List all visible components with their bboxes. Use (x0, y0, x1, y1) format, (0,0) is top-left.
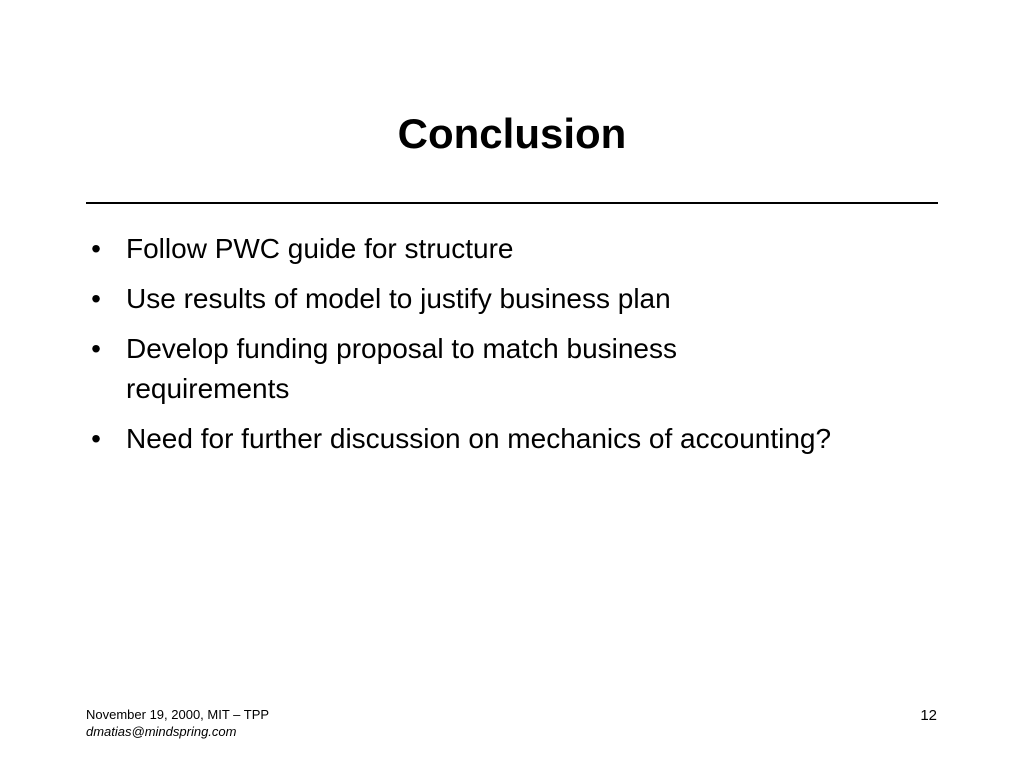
bullet-item (86, 229, 846, 269)
bullet-item (86, 329, 846, 409)
bullet-marker: • (91, 423, 101, 454)
page-number: 12 (920, 707, 937, 724)
bullet-marker: • (91, 283, 101, 314)
footer-email: dmatias@mindspring.com (86, 724, 237, 739)
bullet-marker: • (91, 333, 101, 364)
footer-date-line: November 19, 2000, MIT – TPP (86, 707, 270, 722)
bullet-marker: • (91, 233, 101, 264)
footer (86, 706, 269, 740)
bullet-item (86, 279, 846, 319)
bullet-text: Use results of model to justify business plan (126, 283, 671, 314)
bullet-text: Need for further discussion on mechanics of accounting? (126, 423, 832, 454)
bullet-item (86, 419, 846, 459)
bullet-text: Develop funding proposal to match business requirements (126, 333, 678, 404)
slide-title: Conclusion (397, 110, 627, 157)
title-divider (86, 202, 938, 204)
bullet-list (86, 229, 846, 469)
bullet-text: Follow PWC guide for structure (126, 233, 514, 264)
